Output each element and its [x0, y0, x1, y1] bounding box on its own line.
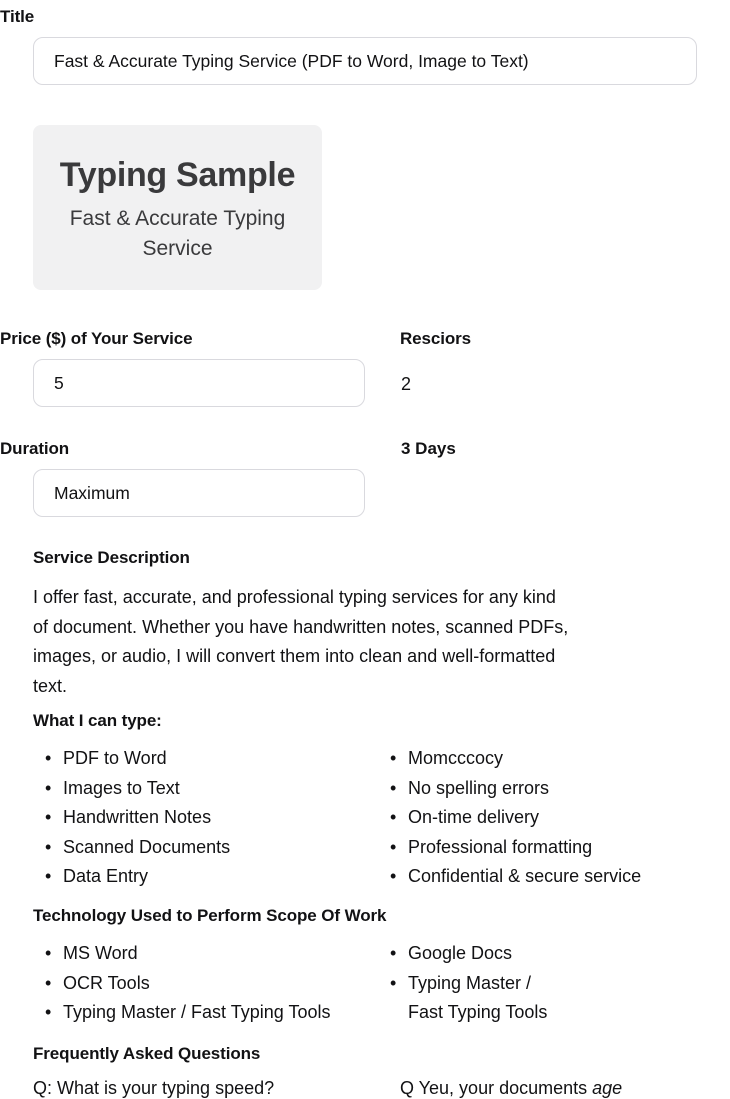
faq-question-right: [400, 1078, 622, 1099]
bullet-icon: •: [45, 1002, 52, 1022]
list-item-label: Handwritten Notes: [63, 807, 212, 827]
bullet-icon: •: [390, 972, 397, 993]
what-i-type-right-list: [390, 744, 641, 892]
bullet-icon: •: [45, 866, 52, 886]
bullet-icon: •: [45, 777, 52, 798]
list-item: [390, 939, 547, 969]
list-item-continuation: [390, 998, 547, 1028]
technology-left-list: [45, 939, 330, 1028]
list-item: [390, 803, 641, 833]
bullet-icon: •: [390, 943, 397, 963]
list-item: [45, 862, 230, 892]
duration-label: Duration: [0, 439, 70, 458]
description-line: text.: [33, 675, 68, 696]
price-input[interactable]: [33, 359, 365, 407]
what-i-type-left-list: [45, 744, 230, 892]
bullet-icon: •: [390, 866, 397, 886]
list-item-label: Typing Master /: [408, 972, 532, 993]
list-item-label: OCR Tools: [63, 972, 150, 993]
description-line: images, or audio, I will convert them into clean and well-formatted: [33, 646, 556, 666]
bullet-icon: •: [45, 807, 52, 827]
duration-display: 3 Days: [401, 439, 456, 458]
list-item-label: Scanned Documents: [63, 836, 231, 857]
list-item-label: On-time delivery: [408, 807, 540, 827]
list-item-label: Professional formatting: [408, 836, 593, 857]
bullet-spacer: [390, 998, 408, 1028]
list-item-label: Typing Master / Fast Typing Tools: [63, 1002, 331, 1022]
technology-heading: Technology Used to Perform Scope Of Work: [33, 906, 387, 925]
list-item-label: No spelling errors: [408, 777, 550, 798]
sample-card-subheading: Fast & Accurate Typing Service: [69, 207, 286, 260]
duration-input[interactable]: [33, 469, 365, 517]
list-item: [45, 998, 330, 1028]
technology-right-list: [390, 939, 547, 1028]
title-input[interactable]: [33, 37, 697, 85]
what-i-type-heading: What I can type:: [33, 711, 162, 730]
list-item: [390, 744, 641, 774]
bullet-icon: •: [390, 748, 397, 768]
list-item: [45, 803, 230, 833]
bullet-icon: •: [390, 777, 397, 798]
list-item-label: Images to Text: [63, 777, 180, 798]
description-line: I offer fast, accurate, and professional typing services for any kind: [33, 587, 556, 607]
bullet-icon: •: [45, 748, 52, 768]
description-line: of document. Whether you have handwritten notes, scanned PDFs,: [33, 616, 569, 637]
list-item-label: Google Docs: [408, 943, 513, 963]
bullet-icon: •: [45, 972, 52, 993]
list-item-label: Fast Typing Tools: [408, 1002, 548, 1022]
bullet-icon: •: [45, 943, 52, 963]
faq-question-left: Q: What is your typing speed?: [33, 1078, 275, 1098]
list-item: [45, 969, 330, 999]
list-item-label: Momcccocy: [408, 748, 504, 768]
list-item: [45, 833, 230, 863]
revisions-value: 2: [401, 374, 412, 394]
list-item: [45, 774, 230, 804]
list-item: [390, 969, 547, 999]
list-item-label: Data Entry: [63, 866, 149, 886]
list-item: [390, 774, 641, 804]
bullet-icon: •: [390, 807, 397, 827]
list-item: [45, 744, 230, 774]
description-paragraph: [33, 583, 568, 701]
title-label: Title: [0, 7, 35, 26]
revisions-label: Resciors: [400, 329, 472, 348]
faq-question-right-italic: age: [592, 1078, 623, 1098]
list-item: [390, 862, 641, 892]
sample-card-heading: Typing Sample: [59, 156, 296, 194]
description-heading: Service Description: [33, 548, 190, 567]
list-item-label: Confidential & secure service: [408, 866, 642, 886]
bullet-icon: •: [45, 836, 52, 857]
typing-sample-card: [33, 125, 322, 290]
list-item: [390, 833, 641, 863]
bullet-icon: •: [390, 836, 397, 857]
list-item: [45, 939, 330, 969]
faq-heading: Frequently Asked Questions: [33, 1044, 261, 1063]
list-item-label: MS Word: [63, 943, 138, 963]
list-item-label: PDF to Word: [63, 748, 167, 768]
faq-question-right-text: Q Yeu, your documents: [400, 1078, 588, 1098]
price-label: Price ($) of Your Service: [0, 329, 193, 348]
